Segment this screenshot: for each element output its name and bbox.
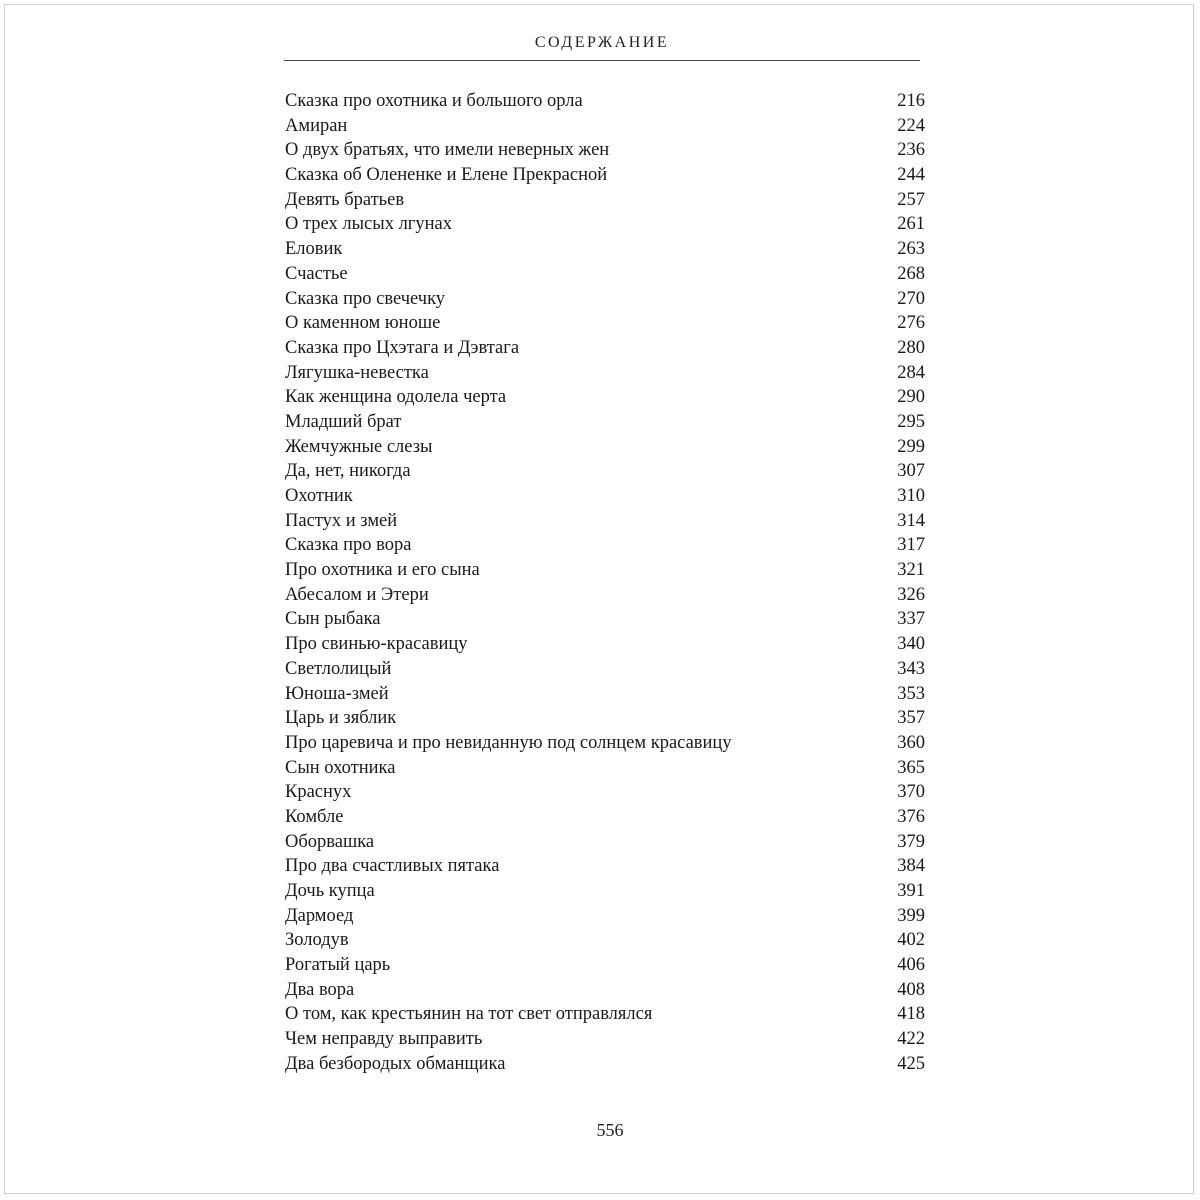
toc-entry-page-number: 360: [897, 732, 925, 753]
table-of-contents: [285, 89, 925, 1077]
toc-entry-title: Как женщина одолела черта: [285, 387, 507, 408]
toc-entry-page-number: 343: [897, 658, 925, 679]
toc-entry: [285, 928, 925, 953]
toc-entry-page-number: 321: [897, 560, 925, 581]
toc-entry: [285, 780, 925, 805]
running-head-rule: [284, 60, 920, 61]
toc-entry-page-number: 391: [897, 881, 925, 901]
toc-entry-title: О трех лысых лгунах: [285, 214, 452, 235]
toc-entry-page-number: 263: [897, 239, 925, 260]
toc-entry: [285, 410, 925, 435]
toc-entry: [285, 262, 925, 287]
toc-entry-page-number: 299: [897, 436, 925, 457]
toc-entry-title: Сказка про Цхэтага и Дэвтага: [285, 337, 520, 358]
running-head: СОДЕРЖАНИЕ: [534, 34, 670, 51]
toc-entry-title: Про охотника и его сына: [285, 560, 480, 581]
toc-entry: [285, 879, 925, 904]
toc-entry: [285, 509, 925, 534]
toc-entry: [285, 756, 925, 781]
toc-entry-page-number: 317: [897, 535, 925, 556]
toc-entry: [285, 212, 925, 237]
toc-entry-title: Про два счастливых пятака: [285, 856, 500, 877]
toc-entry: [285, 114, 925, 139]
toc-entry-title: Краснух: [285, 782, 352, 803]
toc-entry-title: Девять братьев: [285, 189, 405, 210]
toc-entry-page-number: 340: [897, 634, 925, 655]
toc-entry: [285, 237, 925, 262]
toc-entry-title: Абесалом и Этери: [285, 584, 429, 605]
toc-entry: [285, 953, 925, 978]
toc-entry-title: О двух братьях, что имели неверных жен: [285, 140, 610, 161]
toc-entry-page-number: 399: [897, 905, 925, 926]
toc-entry-page-number: 402: [897, 930, 925, 951]
toc-entry: [285, 904, 925, 929]
toc-entry-title: Да, нет, никогда: [285, 461, 411, 482]
toc-entry-page-number: 310: [897, 486, 925, 506]
toc-entry: [285, 706, 925, 731]
toc-entry: [285, 657, 925, 682]
toc-entry: [285, 385, 925, 410]
toc-entry: [285, 287, 925, 312]
toc-entry: [285, 682, 925, 707]
toc-entry-page-number: 314: [897, 510, 925, 531]
toc-entry: [285, 558, 925, 583]
toc-entry-page-number: 257: [897, 189, 925, 210]
toc-entry-page-number: 406: [897, 955, 925, 976]
toc-entry: [285, 484, 925, 509]
toc-entry: [285, 632, 925, 657]
toc-entry-title: Лягушка-невестка: [285, 362, 429, 383]
toc-entry-page-number: 365: [897, 757, 925, 778]
toc-entry: [285, 435, 925, 460]
toc-entry-title: Два безбородых обманщика: [285, 1053, 506, 1074]
toc-entry-title: Чем неправду выправить: [285, 1029, 483, 1050]
toc-entry-page-number: 224: [897, 115, 925, 136]
toc-entry-title: Пастух и змей: [285, 510, 398, 531]
toc-entry-title: Сказка про вора: [285, 535, 412, 556]
toc-entry-page-number: 280: [897, 337, 925, 358]
toc-entry-title: Счастье: [285, 263, 348, 284]
toc-entry-title: Царь и зяблик: [285, 708, 397, 729]
toc-entry: [285, 459, 925, 484]
toc-entry-page-number: 244: [897, 165, 925, 186]
toc-entry: [285, 854, 925, 879]
toc-entry: [285, 978, 925, 1003]
toc-entry-page-number: 357: [897, 708, 925, 729]
toc-entry-page-number: 408: [897, 979, 925, 1000]
toc-entry-title: Комбле: [285, 806, 344, 827]
toc-entry-page-number: 337: [897, 609, 925, 630]
toc-entry: [285, 1027, 925, 1052]
toc-entry-title: Еловик: [285, 239, 343, 260]
toc-entry: [285, 138, 925, 163]
toc-entry: [285, 1052, 925, 1077]
toc-entry: [285, 830, 925, 855]
toc-entry: [285, 607, 925, 632]
toc-entry-page-number: 379: [897, 831, 925, 852]
toc-entry-page-number: 236: [897, 140, 925, 161]
toc-entry-title: Юноша-змей: [285, 683, 389, 704]
toc-entry-page-number: 270: [897, 288, 925, 309]
toc-entry-page-number: 370: [897, 782, 925, 803]
toc-entry-title: Сказка об Олененке и Елене Прекрасной: [285, 165, 608, 186]
toc-entry-title: Рогатый царь: [285, 955, 391, 976]
toc-entry: [285, 731, 925, 756]
toc-entry-title: Светлолицый: [285, 658, 392, 679]
toc-entry-page-number: 384: [897, 856, 925, 877]
toc-entry: [285, 805, 925, 830]
toc-entry: [285, 163, 925, 188]
toc-entry-title: Сказка про свечечку: [285, 288, 446, 309]
toc-entry: [285, 361, 925, 386]
toc-entry-title: Дочь купца: [285, 881, 375, 901]
toc-entry-page-number: 284: [897, 362, 925, 383]
toc-entry-title: Оборвашка: [285, 831, 375, 852]
toc-entry-page-number: 422: [897, 1029, 925, 1050]
toc-entry-title: Младший брат: [285, 411, 402, 432]
toc-entry: [285, 533, 925, 558]
toc-entry-page-number: 261: [897, 214, 925, 235]
toc-entry-title: Сын рыбака: [285, 609, 381, 630]
toc-entry-page-number: 268: [897, 263, 925, 284]
toc-entry: [285, 188, 925, 213]
toc-entry-title: Дармоед: [285, 905, 354, 926]
toc-entry: [285, 311, 925, 336]
page-number: 556: [596, 1120, 624, 1140]
toc-entry-title: Сын охотника: [285, 757, 396, 778]
toc-entry-title: Про царевича и про невиданную под солнцем красавицу: [285, 732, 732, 753]
toc-entry-title: Амиран: [285, 115, 348, 136]
toc-entry-title: Золодув: [285, 930, 349, 951]
toc-entry-title: Охотник: [285, 486, 353, 506]
toc-entry-page-number: 326: [897, 584, 925, 605]
toc-entry-page-number: 425: [897, 1053, 925, 1074]
toc-entry-title: Жемчужные слезы: [285, 436, 433, 457]
toc-entry-title: О каменном юноше: [285, 313, 441, 334]
toc-entry: [285, 336, 925, 361]
toc-entry-page-number: 295: [897, 411, 925, 432]
toc-entry-page-number: 216: [897, 91, 925, 111]
toc-entry-page-number: 290: [897, 387, 925, 408]
toc-entry-title: Сказка про охотника и большого орла: [285, 91, 583, 111]
toc-entry: [285, 1002, 925, 1027]
toc-entry-page-number: 307: [897, 461, 925, 482]
toc-entry-page-number: 353: [897, 683, 925, 704]
toc-entry-page-number: 376: [897, 806, 925, 827]
toc-entry: [285, 583, 925, 608]
toc-entry-title: О том, как крестьянин на тот свет отправлялся: [285, 1004, 653, 1025]
toc-entry-page-number: 418: [897, 1004, 925, 1025]
toc-entry-page-number: 276: [897, 313, 925, 334]
toc-entry-title: Про свинью-красавицу: [285, 634, 468, 655]
toc-entry-title: Два вора: [285, 979, 355, 1000]
toc-entry: [285, 89, 925, 114]
